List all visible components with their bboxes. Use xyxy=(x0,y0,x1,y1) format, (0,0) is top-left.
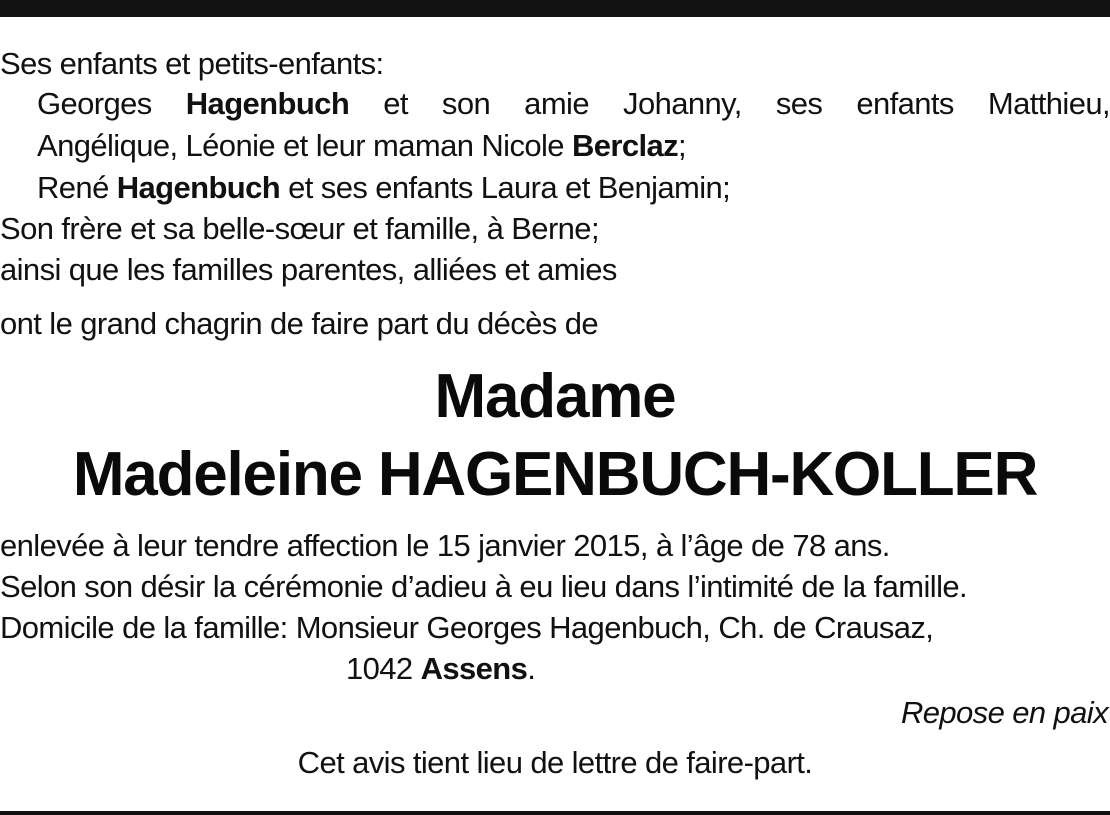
postcode: 1042 xyxy=(346,651,421,686)
death-text: enlevée à leur tendre affection le 15 janvier 2015, à l’âge de 78 ans. xyxy=(0,528,890,563)
family-intro-text: Ses enfants et petits-enfants: xyxy=(0,46,384,81)
announcement-text: ont le grand chagrin de faire part du décès de xyxy=(0,306,598,341)
family-intro-line xyxy=(0,45,384,83)
repose-en-paix: Repose en paix xyxy=(900,695,1108,730)
ceremony-line xyxy=(0,568,967,606)
relatives-line xyxy=(0,251,617,289)
berclaz-surname: Berclaz xyxy=(571,128,679,163)
rene-line xyxy=(37,169,730,207)
deceased-name: Madeleine HAGENBUCH-KOLLER xyxy=(72,440,1038,509)
georges-cont-end: ; xyxy=(678,128,687,163)
deceased-honorific: Madame xyxy=(434,362,676,431)
georges-continuation-line xyxy=(37,127,686,165)
georges-first-name: Georges xyxy=(37,86,186,121)
ceremony-text: Selon son désir la cérémonie d’adieu à eu lieu dans l’intimité de la famille. xyxy=(0,569,968,604)
georges-line xyxy=(37,85,1110,123)
announcement-line xyxy=(0,305,598,343)
rene-first-name: René xyxy=(37,170,117,205)
brother-text: Son frère et sa belle-sœur et famille, à Berne; xyxy=(0,211,599,246)
closing-note: Cet avis tient lieu de lettre de faire-part. xyxy=(297,745,813,780)
address-line xyxy=(346,650,535,688)
town-name: Assens xyxy=(420,651,528,686)
brother-line xyxy=(0,210,599,248)
death-line xyxy=(0,527,890,565)
domicile-text: Domicile de la famille: Monsieur Georges Hagenbuch, Ch. de Crausaz, xyxy=(0,610,934,645)
bottom-border-rule xyxy=(0,811,1110,815)
rene-surname: Hagenbuch xyxy=(116,170,281,205)
georges-surname: Hagenbuch xyxy=(185,86,350,121)
rene-rest: et ses enfants Laura et Benjamin; xyxy=(280,170,731,205)
domicile-line xyxy=(0,609,933,647)
town-end: . xyxy=(527,651,536,686)
georges-cont-text: Angélique, Léonie et leur maman Nicole xyxy=(37,128,572,163)
relatives-text: ainsi que les familles parentes, alliées et amies xyxy=(0,252,617,287)
georges-rest: et son amie Johanny, ses enfants Matthieu, xyxy=(349,86,1110,121)
